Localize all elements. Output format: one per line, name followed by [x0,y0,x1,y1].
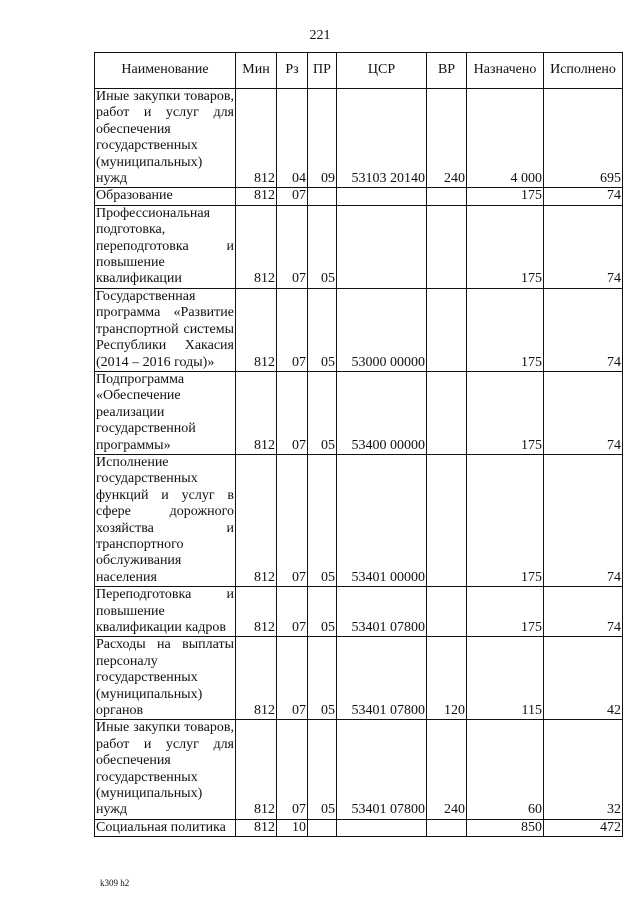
cell-name: Переподготовка и повышение квалификации кадров [96,587,234,635]
cell-name: Профессиональная подготовка, переподготовка и повышение квалификации [96,205,234,287]
cell-executed: 74 [544,454,623,586]
cell-min: 812 [236,371,277,454]
cell-executed: 74 [544,371,623,454]
table-row [95,188,623,205]
cell-csr [337,819,427,836]
cell-vr [427,371,467,454]
cell-name: Расходы на выплаты персоналу государственных (муниципальных) органов [96,637,234,719]
cell-executed: 74 [544,587,623,637]
cell-executed: 74 [544,288,623,371]
table-row [95,720,623,819]
cell-pr: 05 [308,288,337,371]
cell-assigned: 850 [467,819,544,836]
cell-vr [427,205,467,288]
cell-rz: 07 [277,371,308,454]
cell-vr [427,587,467,637]
cell-min: 812 [236,637,277,720]
cell-vr [427,819,467,836]
cell-assigned: 175 [467,587,544,637]
cell-rz: 07 [277,205,308,288]
column-header-name: Наименование [95,53,236,89]
table-row [95,454,623,586]
cell-assigned: 175 [467,188,544,205]
table-row [95,288,623,371]
cell-executed: 32 [544,720,623,819]
cell-assigned: 175 [467,205,544,288]
cell-pr [308,188,337,205]
cell-pr: 05 [308,720,337,819]
cell-vr [427,454,467,586]
cell-assigned: 60 [467,720,544,819]
cell-name: Образование [95,188,236,205]
cell-min: 812 [236,288,277,371]
cell-rz: 07 [277,188,308,205]
cell-pr [308,819,337,836]
cell-csr [337,205,427,288]
column-header-min: Мин [236,53,277,89]
cell-pr: 05 [308,454,337,586]
cell-pr: 05 [308,205,337,288]
budget-table [94,52,623,837]
cell-name: Государственная программа «Развитие транспортной системы Республики Хакасия (2014 – 2016 годы)» [96,288,234,370]
cell-min: 812 [236,454,277,586]
cell-executed: 74 [544,188,623,205]
cell-min: 812 [236,587,277,637]
page-number: 221 [309,28,331,43]
cell-csr: 53401 07800 [337,587,427,637]
table-row [95,371,623,454]
cell-pr: 05 [308,371,337,454]
table-header-row [95,53,623,89]
cell-csr: 53401 00000 [337,454,427,586]
table-row [95,819,623,836]
cell-pr: 09 [308,89,337,188]
cell-executed: 42 [544,637,623,720]
column-header-rz: Рз [277,53,308,89]
table-row [95,89,623,188]
cell-rz: 04 [277,89,308,188]
table-row [95,637,623,720]
table-row [95,587,623,637]
cell-pr: 05 [308,637,337,720]
cell-pr: 05 [308,587,337,637]
cell-assigned: 4 000 [467,89,544,188]
cell-rz: 07 [277,720,308,819]
column-header-executed: Исполнено [544,53,623,89]
cell-name: Исполнение государственных функций и услуг в сфере дорожного хозяйства и транспортного обслуживания населения [96,454,234,585]
column-header-pr: ПР [308,53,337,89]
cell-vr [427,188,467,205]
cell-name: Социальная политика [95,819,236,836]
cell-min: 812 [236,205,277,288]
footer-code: k309 h2 [100,878,130,888]
cell-csr: 53000 00000 [337,288,427,371]
cell-name: Иные закупки товаров, работ и услуг для обеспечения государственных (муниципальных) нужд [96,89,234,187]
cell-assigned: 115 [467,637,544,720]
cell-min: 812 [236,89,277,188]
cell-name: Иные закупки товаров, работ и услуг для обеспечения государственных (муниципальных) нужд [96,720,234,818]
cell-rz: 10 [277,819,308,836]
cell-min: 812 [236,188,277,205]
cell-csr: 53401 07800 [337,720,427,819]
cell-rz: 07 [277,454,308,586]
cell-rz: 07 [277,587,308,637]
column-header-csr: ЦСР [337,53,427,89]
column-header-vr: ВР [427,53,467,89]
cell-csr [337,188,427,205]
cell-rz: 07 [277,637,308,720]
cell-csr: 53103 20140 [337,89,427,188]
column-header-assigned: Назначено [467,53,544,89]
cell-executed: 695 [544,89,623,188]
cell-min: 812 [236,720,277,819]
cell-vr: 240 [427,89,467,188]
cell-executed: 472 [544,819,623,836]
table-row [95,205,623,288]
cell-min: 812 [236,819,277,836]
cell-assigned: 175 [467,288,544,371]
cell-rz: 07 [277,288,308,371]
cell-assigned: 175 [467,371,544,454]
cell-csr: 53400 00000 [337,371,427,454]
cell-assigned: 175 [467,454,544,586]
cell-executed: 74 [544,205,623,288]
cell-name: Подпрограмма «Обеспечение реализации государственной программы» [95,371,236,454]
cell-csr: 53401 07800 [337,637,427,720]
cell-vr: 120 [427,637,467,720]
cell-vr: 240 [427,720,467,819]
cell-vr [427,288,467,371]
